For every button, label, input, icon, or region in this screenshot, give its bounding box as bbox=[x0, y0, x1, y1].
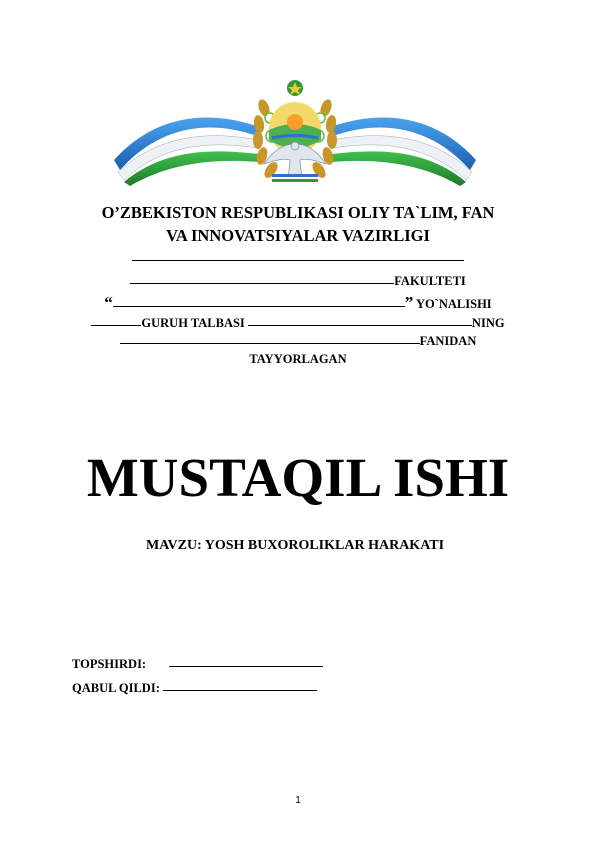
topshirdi-blank[interactable] bbox=[169, 665, 323, 667]
page-number: 1 bbox=[295, 795, 301, 806]
ribbon-right bbox=[332, 117, 476, 186]
star-crescent bbox=[287, 80, 303, 96]
fakulteti-blank[interactable] bbox=[130, 282, 394, 284]
ministry-line-1: O’ZBEKISTON RESPUBLIKASI OLIY TA`LIM, FAN bbox=[101, 203, 495, 222]
topshirdi-label: TOPSHIRDI: bbox=[72, 657, 147, 671]
emblem-ribbon-band bbox=[272, 174, 318, 182]
guruh-line bbox=[70, 316, 526, 331]
fakulteti-line bbox=[70, 274, 526, 289]
qabul-label: QABUL QILDI: bbox=[72, 681, 160, 695]
ministry-name bbox=[60, 201, 536, 247]
qabul-line bbox=[72, 681, 317, 696]
fanidan-blank[interactable] bbox=[120, 342, 420, 344]
open-quote: “ bbox=[104, 293, 113, 312]
ribbon-left bbox=[114, 117, 258, 186]
ministry-line-2: VA INNOVATSIYALAR VAZIRLIGI bbox=[166, 226, 430, 245]
blank-line[interactable] bbox=[70, 251, 526, 266]
topshirdi-line bbox=[72, 657, 323, 672]
yonalishi-line bbox=[70, 293, 526, 313]
document-title: MUSTAQIL ISHI bbox=[86, 447, 510, 508]
yonalishi-blank[interactable] bbox=[113, 305, 405, 307]
qabul-blank[interactable] bbox=[163, 689, 317, 691]
state-emblem bbox=[112, 78, 478, 186]
tayyorlagan-line bbox=[70, 352, 526, 367]
guruh-blank[interactable] bbox=[91, 324, 141, 326]
tayyorlagan-label: TAYYORLAGAN bbox=[249, 352, 347, 366]
yonalishi-label: YO`NALISHI bbox=[415, 297, 492, 311]
fanidan-label: FANIDAN bbox=[419, 334, 477, 348]
close-quote: ” bbox=[404, 293, 414, 312]
guruh-label: GURUH TALBASI bbox=[141, 316, 245, 330]
ning-label: NING bbox=[471, 316, 505, 330]
fakulteti-label: FAKULTETI bbox=[394, 274, 466, 288]
fanidan-line bbox=[70, 334, 526, 349]
ning-blank[interactable] bbox=[248, 324, 472, 326]
topic: MAVZU: YOSH BUXOROLIKLAR HARAKATI bbox=[146, 538, 445, 553]
